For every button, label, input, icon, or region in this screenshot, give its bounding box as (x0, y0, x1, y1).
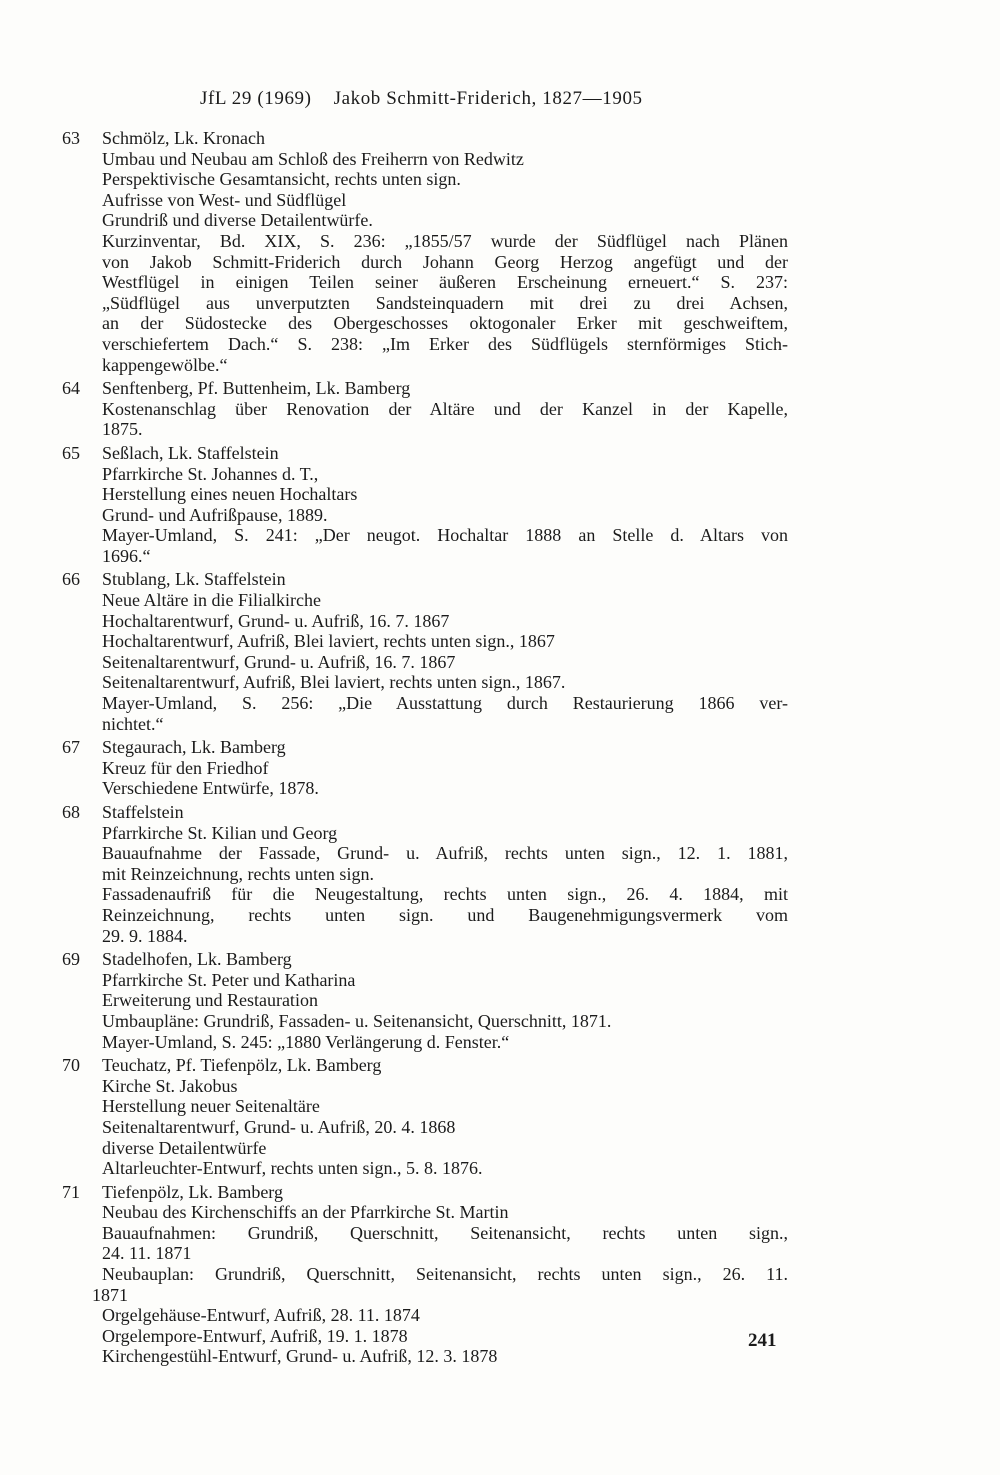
catalogue-entry (62, 128, 788, 375)
entry-text-line: Mayer-Umland, S. 256: „Die Ausstattung durch Restaurierung 1866 ver- (102, 693, 788, 714)
entry-text-line: diverse Detailentwürfe (102, 1137, 267, 1158)
entry-text-line: Seitenaltarentwurf, Grund- u. Aufriß, 16. 7. 1867 (102, 651, 456, 672)
entry-text-line: Mayer-Umland, S. 241: „Der neugot. Hochaltar 1888 an Stelle d. Altars von (102, 525, 788, 546)
page-number: 241 (748, 1330, 777, 1351)
entry-place-heading: Stublang, Lk. Staffelstein (102, 569, 286, 590)
entry-text-line: mit Reinzeichnung, rechts unten sign. (102, 863, 374, 884)
entry-text-line: Kurzinventar, Bd. XIX, S. 236: „1855/57 wurde der Südflügel nach Plänen (102, 230, 788, 251)
entry-number: 66 (62, 569, 80, 590)
entry-number: 70 (62, 1055, 80, 1076)
catalogue-entry (62, 443, 788, 567)
entry-text-line: Grundriß und diverse Detailentwürfe. (102, 210, 373, 231)
entry-text-line: kappengewölbe.“ (102, 354, 228, 375)
entry-text-line: Hochaltarentwurf, Grund- u. Aufriß, 16. 7. 1867 (102, 610, 450, 631)
entry-number: 64 (62, 378, 80, 399)
entry-text-line: Pfarrkirche St. Johannes d. T., (102, 463, 319, 484)
entry-text-line: Fassadenaufriß für die Neugestaltung, rechts unten sign., 26. 4. 1884, mit (102, 884, 788, 905)
entry-text-line: Kirche St. Jakobus (102, 1075, 238, 1096)
entry-text-line: Hochaltarentwurf, Aufriß, Blei laviert, rechts unten sign., 1867 (102, 631, 555, 652)
entry-text-line: Kirchengestühl-Entwurf, Grund- u. Aufriß, 12. 3. 1878 (102, 1346, 498, 1367)
entry-text-line: von Jakob Schmitt-Friderich durch Johann Georg Herzog angefügt und der (102, 251, 788, 272)
entry-text-line: Pfarrkirche St. Kilian und Georg (102, 822, 338, 843)
entry-number: 67 (62, 737, 80, 758)
entry-text-line: Reinzeichnung, rechts unten sign. und Baugenehmigungsvermerk vom (102, 904, 788, 925)
entry-text-line: Bauaufnahme der Fassade, Grund- u. Aufriß, rechts unten sign., 12. 1. 1881, (102, 843, 788, 864)
catalogue-entry (62, 378, 788, 440)
entry-text-line: Umbau und Neubau am Schloß des Freiherrn von Redwitz (102, 148, 524, 169)
entry-text-line: Neubau des Kirchenschiffs an der Pfarrkirche St. Martin (102, 1202, 509, 1223)
entry-text-line: Herstellung eines neuen Hochaltars (102, 484, 358, 505)
catalogue-entry (62, 802, 788, 946)
journal-reference: JfL 29 (1969) (200, 88, 312, 109)
entry-text-line: Westflügel in einigen Teilen seiner äußeren Erscheinung erneuert.“ S. 237: (102, 272, 788, 293)
entry-text-line: nichtet.“ (102, 713, 164, 734)
entry-text-line: Neubauplan: Grundriß, Querschnitt, Seitenansicht, rechts unten sign., 26. 11. (102, 1264, 788, 1285)
catalogue-entry (62, 569, 788, 734)
entry-text-line: Verschiedene Entwürfe, 1878. (102, 778, 319, 799)
entry-text-line: Bauaufnahmen: Grundriß, Querschnitt, Seitenansicht, rechts unten sign., (102, 1222, 788, 1243)
entry-text-line: Kreuz für den Friedhof (102, 757, 269, 778)
entry-text-line: Erweiterung und Restauration (102, 990, 318, 1011)
entry-text-line: Altarleuchter-Entwurf, rechts unten sign., 5. 8. 1876. (102, 1158, 483, 1179)
entry-place-heading: Schmölz, Lk. Kronach (102, 128, 265, 148)
article-title: Jakob Schmitt-Friderich, 1827—1905 (333, 88, 643, 109)
entry-text-line: Seitenaltarentwurf, Aufriß, Blei laviert, rechts unten sign., 1867. (102, 672, 566, 693)
entry-text-line: Perspektivische Gesamtansicht, rechts unten sign. (102, 169, 461, 190)
entry-text-line: Mayer-Umland, S. 245: „1880 Verlängerung d. Fenster.“ (102, 1031, 510, 1052)
catalogue-entries (62, 128, 788, 1370)
entry-text-line: 1871 (92, 1284, 128, 1305)
entry-text-line: „Südflügel aus unverputzten Sandsteinquadern mit drei zu drei Achsen, (102, 292, 788, 313)
catalogue-entry (62, 949, 788, 1052)
catalogue-entry (62, 1055, 788, 1179)
entry-number: 69 (62, 949, 80, 970)
entry-text-line: Pfarrkirche St. Peter und Katharina (102, 969, 356, 990)
entry-place-heading: Teuchatz, Pf. Tiefenpölz, Lk. Bamberg (102, 1055, 382, 1076)
entry-place-heading: Tiefenpölz, Lk. Bamberg (102, 1181, 283, 1202)
entry-text-line: Grund- und Aufrißpause, 1889. (102, 504, 328, 525)
entry-place-heading: Staffelstein (102, 802, 184, 822)
running-header (200, 88, 643, 110)
catalogue-entry (62, 1182, 788, 1367)
entry-number: 68 (62, 802, 80, 822)
entry-text-line: Neue Altäre in die Filialkirche (102, 590, 321, 611)
entry-text-line: Orgelempore-Entwurf, Aufriß, 19. 1. 1878 (102, 1325, 408, 1346)
entry-text-line: 1875. (102, 419, 143, 440)
entry-number: 71 (62, 1181, 80, 1202)
entry-place-heading: Stegaurach, Lk. Bamberg (102, 737, 286, 758)
entry-number: 65 (62, 442, 80, 463)
entry-text-line: 24. 11. 1871 (102, 1243, 192, 1264)
entry-place-heading: Senftenberg, Pf. Buttenheim, Lk. Bamberg (102, 378, 411, 399)
entry-text-line: Kostenanschlag über Renovation der Altäre und der Kanzel in der Kapelle, (102, 398, 788, 419)
entry-text-line: verschiefertem Dach.“ S. 238: „Im Erker des Südflügels sternförmiges Stich- (102, 333, 788, 354)
entry-place-heading: Stadelhofen, Lk. Bamberg (102, 949, 292, 970)
entry-text-line: 29. 9. 1884. (102, 925, 188, 946)
entry-text-line: Aufrisse von West- und Südflügel (102, 189, 347, 210)
entry-text-line: Orgelgehäuse-Entwurf, Aufriß, 28. 11. 1874 (102, 1305, 420, 1326)
catalogue-entry (62, 737, 788, 799)
entry-text-line: 1696.“ (102, 545, 151, 566)
entry-text-line: an der Südostecke des Obergeschosses oktogonaler Erker mit geschweiftem, (102, 313, 788, 334)
entry-place-heading: Seßlach, Lk. Staffelstein (102, 442, 279, 463)
entry-number: 63 (62, 128, 80, 148)
entry-text-line: Herstellung neuer Seitenaltäre (102, 1096, 320, 1117)
entry-text-line: Umbaupläne: Grundriß, Fassaden- u. Seitenansicht, Querschnitt, 1871. (102, 1010, 612, 1031)
entry-text-line: Seitenaltarentwurf, Grund- u. Aufriß, 20. 4. 1868 (102, 1116, 456, 1137)
